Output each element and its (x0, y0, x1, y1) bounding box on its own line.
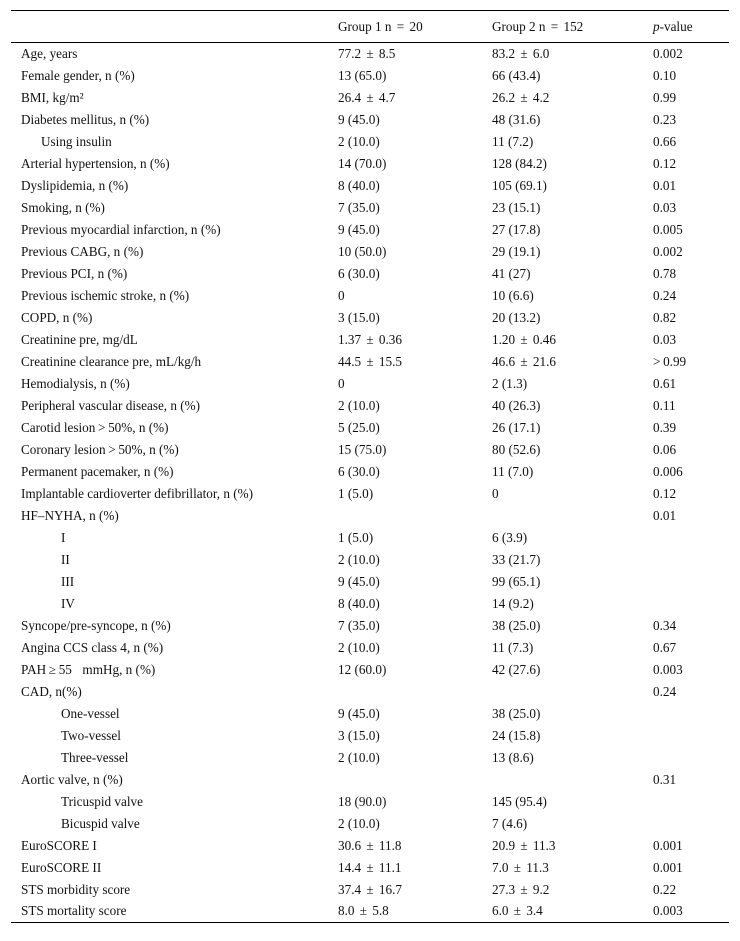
group-2-value: 7 (4.6) (492, 815, 528, 831)
group-2-value: 66 (43.4) (492, 67, 541, 83)
row-label: Female gender, n (%) (21, 67, 135, 83)
row-label: EuroSCORE II (21, 859, 102, 875)
group-1-value: 1 (5.0) (338, 485, 374, 501)
p-value: 0.002 (653, 243, 683, 259)
table-row (11, 307, 729, 329)
group-2-value: 80 (52.6) (492, 441, 541, 457)
p-value: 0.001 (653, 837, 683, 853)
group-2-value: 105 (69.1) (492, 177, 547, 193)
p-value: 0.12 (653, 155, 677, 171)
table-row (11, 87, 729, 109)
table-row (11, 285, 729, 307)
p-value: 0.22 (653, 881, 677, 897)
group-2-value: 11 (7.2) (492, 133, 534, 149)
table-row (11, 593, 729, 615)
table-header (11, 11, 729, 43)
table-row (11, 549, 729, 571)
p-value: 0.82 (653, 309, 677, 325)
group-2-value: 20 (13.2) (492, 309, 541, 325)
group-2-value: 38 (25.0) (492, 617, 541, 633)
table-row (11, 153, 729, 175)
p-value: 0.03 (653, 331, 677, 347)
group-2-value: 24 (15.8) (492, 727, 541, 743)
table-row (11, 241, 729, 263)
group-1-value: 37.4 ± 16.7 (338, 881, 402, 897)
table-row (11, 901, 729, 923)
group-1-value: 26.4 ± 4.7 (338, 89, 396, 105)
group-2-value: 26.2 ± 4.2 (492, 89, 550, 105)
group-2-value: 26 (17.1) (492, 419, 541, 435)
p-value: 0.01 (653, 177, 677, 193)
row-label: STS mortality score (21, 903, 127, 919)
table-row (11, 791, 729, 813)
row-label: Creatinine pre, mg/dL (21, 331, 138, 347)
table-row (11, 571, 729, 593)
group-1-value: 18 (90.0) (338, 793, 387, 809)
row-label: Three-vessel (61, 749, 129, 765)
group-1-value: 1.37 ± 0.36 (338, 331, 402, 347)
row-label: Dyslipidemia, n (%) (21, 177, 129, 193)
group-2-value: 6.0 ± 3.4 (492, 903, 543, 919)
baseline-characteristics-table (11, 10, 729, 923)
table-row (11, 681, 729, 703)
header-row (11, 11, 729, 43)
row-label: III (61, 573, 75, 589)
group-1-value: 14 (70.0) (338, 155, 387, 171)
p-value: > 0.99 (653, 353, 687, 369)
group-1-value: 0 (338, 375, 345, 391)
row-label: Carotid lesion > 50%, n (%) (21, 419, 169, 435)
group-1-value: 6 (30.0) (338, 463, 380, 479)
group-2-value: 46.6 ± 21.6 (492, 353, 556, 369)
group-1-value (338, 681, 492, 703)
header-p-value (653, 11, 729, 43)
group-1-value: 1 (5.0) (338, 529, 374, 545)
group-2-value: 13 (8.6) (492, 749, 534, 765)
table-row (11, 131, 729, 153)
group-1-value: 3 (15.0) (338, 727, 380, 743)
p-value: 0.001 (653, 859, 683, 875)
group-2-value: 2 (1.3) (492, 375, 528, 391)
table-row (11, 329, 729, 351)
group-2-value: 83.2 ± 6.0 (492, 45, 550, 61)
row-label: Bicuspid valve (61, 815, 140, 831)
group-2-value: 1.20 ± 0.46 (492, 331, 556, 347)
group-1-value: 2 (10.0) (338, 551, 380, 567)
table-row (11, 351, 729, 373)
table-row (11, 263, 729, 285)
p-value (653, 813, 729, 835)
group-2-value: 11 (7.0) (492, 463, 534, 479)
row-label: Syncope/pre-syncope, n (%) (21, 617, 171, 633)
p-value: 0.39 (653, 419, 677, 435)
row-label: IV (61, 595, 75, 611)
row-label: BMI, kg/m² (21, 89, 84, 105)
group-1-value: 8 (40.0) (338, 595, 380, 611)
table-row (11, 813, 729, 835)
row-label: Angina CCS class 4, n (%) (21, 639, 164, 655)
table-row (11, 769, 729, 791)
group-1-value: 8 (40.0) (338, 177, 380, 193)
group-2-value: 27.3 ± 9.2 (492, 881, 550, 897)
row-label: One-vessel (61, 705, 120, 721)
p-value: 0.003 (653, 903, 683, 919)
p-value: 0.67 (653, 639, 677, 655)
p-value: 0.005 (653, 221, 683, 237)
group-2-value: 29 (19.1) (492, 243, 541, 259)
group-1-value (338, 769, 492, 791)
group-1-value (338, 505, 492, 527)
row-label: Hemodialysis, n (%) (21, 375, 130, 391)
row-label: Two-vessel (61, 727, 121, 743)
table-row (11, 483, 729, 505)
row-label: Peripheral vascular disease, n (%) (21, 397, 201, 413)
group-2-value: 99 (65.1) (492, 573, 541, 589)
p-value (653, 725, 729, 747)
p-value: 0.99 (653, 89, 677, 105)
p-value (653, 747, 729, 769)
p-value: 0.24 (653, 287, 677, 303)
row-label: Implantable cardioverter defibrillator, n (%) (21, 485, 253, 501)
group-2-value: 23 (15.1) (492, 199, 541, 215)
table-row (11, 197, 729, 219)
group-2-value: 41 (27) (492, 265, 531, 281)
row-label: Previous myocardial infarction, n (%) (21, 221, 221, 237)
group-1-value: 12 (60.0) (338, 661, 387, 677)
row-label: HF–NYHA, n (%) (21, 507, 119, 523)
p-value (653, 703, 729, 725)
p-value: 0.10 (653, 67, 677, 83)
p-value: 0.01 (653, 507, 677, 523)
row-label: PAH ≥ 55 mmHg, n (%) (21, 661, 156, 677)
group-1-value: 9 (45.0) (338, 705, 380, 721)
row-label: Previous PCI, n (%) (21, 265, 128, 281)
table-row (11, 109, 729, 131)
group-2-value: 7.0 ± 11.3 (492, 859, 549, 875)
header-group-1: Group 1 n = 20 (338, 18, 423, 34)
group-2-value: 33 (21.7) (492, 551, 541, 567)
group-1-value: 8.0 ± 5.8 (338, 903, 389, 919)
group-1-value: 2 (10.0) (338, 639, 380, 655)
table-row (11, 219, 729, 241)
table-row (11, 835, 729, 857)
group-1-value: 14.4 ± 11.1 (338, 859, 402, 875)
p-value: 0.24 (653, 683, 677, 699)
p-value: 0.006 (653, 463, 683, 479)
group-2-value: 14 (9.2) (492, 595, 534, 611)
row-label: I (61, 529, 66, 545)
group-1-value: 15 (75.0) (338, 441, 387, 457)
group-2-value: 6 (3.9) (492, 529, 528, 545)
table-row (11, 879, 729, 901)
p-value: 0.003 (653, 661, 683, 677)
header-p-italic: p (653, 18, 660, 34)
group-1-value: 6 (30.0) (338, 265, 380, 281)
row-label: Age, years (21, 45, 78, 61)
table-row (11, 637, 729, 659)
row-label: COPD, n (%) (21, 309, 93, 325)
row-label: Creatinine clearance pre, mL/kg/h (21, 353, 202, 369)
group-2-value: 40 (26.3) (492, 397, 541, 413)
group-2-value: 145 (95.4) (492, 793, 547, 809)
table-row (11, 373, 729, 395)
group-2-value: 10 (6.6) (492, 287, 534, 303)
group-1-value: 3 (15.0) (338, 309, 380, 325)
group-1-value: 2 (10.0) (338, 133, 380, 149)
group-1-value: 9 (45.0) (338, 111, 380, 127)
table-row (11, 857, 729, 879)
group-1-value: 2 (10.0) (338, 397, 380, 413)
group-2-value: 42 (27.6) (492, 661, 541, 677)
p-value: 0.61 (653, 375, 677, 391)
group-2-value: 128 (84.2) (492, 155, 547, 171)
p-value: 0.12 (653, 485, 677, 501)
row-label: Coronary lesion > 50%, n (%) (21, 441, 179, 457)
p-value: 0.31 (653, 771, 677, 787)
table-row (11, 615, 729, 637)
table-row (11, 417, 729, 439)
table-row (11, 395, 729, 417)
row-label: Tricuspid valve (61, 793, 143, 809)
group-1-value: 9 (45.0) (338, 573, 380, 589)
p-value: 0.002 (653, 45, 683, 61)
p-value (653, 571, 729, 593)
group-1-value: 9 (45.0) (338, 221, 380, 237)
header-p-rest: -value (659, 18, 693, 34)
table-row (11, 659, 729, 681)
row-label: Arterial hypertension, n (%) (21, 155, 170, 171)
group-1-value: 10 (50.0) (338, 243, 387, 259)
table-row (11, 175, 729, 197)
group-2-value: 20.9 ± 11.3 (492, 837, 556, 853)
group-1-value: 44.5 ± 15.5 (338, 353, 402, 369)
table-row (11, 65, 729, 87)
baseline-characteristics-table-container (11, 10, 729, 923)
p-value: 0.66 (653, 133, 677, 149)
group-1-value: 2 (10.0) (338, 749, 380, 765)
row-label: EuroSCORE I (21, 837, 97, 853)
p-value (653, 593, 729, 615)
table-row (11, 461, 729, 483)
table-row (11, 725, 729, 747)
row-label: Smoking, n (%) (21, 199, 105, 215)
row-label: Previous CABG, n (%) (21, 243, 144, 259)
row-label: STS morbidity score (21, 881, 131, 897)
group-1-value: 2 (10.0) (338, 815, 380, 831)
group-1-value: 7 (35.0) (338, 617, 380, 633)
group-2-value: 0 (492, 485, 499, 501)
group-2-value (492, 681, 653, 703)
group-1-value: 5 (25.0) (338, 419, 380, 435)
row-label: CAD, n(%) (21, 683, 82, 699)
group-2-value: 38 (25.0) (492, 705, 541, 721)
table-row (11, 439, 729, 461)
table-row (11, 703, 729, 725)
group-1-value: 30.6 ± 11.8 (338, 837, 402, 853)
p-value: 0.11 (653, 397, 676, 413)
group-1-value: 0 (338, 287, 345, 303)
row-label: Previous ischemic stroke, n (%) (21, 287, 190, 303)
row-label: Diabetes mellitus, n (%) (21, 111, 150, 127)
group-2-value (492, 505, 653, 527)
p-value: 0.78 (653, 265, 677, 281)
row-label: Using insulin (41, 133, 112, 149)
group-1-value: 13 (65.0) (338, 67, 387, 83)
row-label: II (61, 551, 70, 567)
header-group-2: Group 2 n = 152 (492, 18, 584, 34)
group-2-value (492, 769, 653, 791)
p-value (653, 791, 729, 813)
group-1-value: 7 (35.0) (338, 199, 380, 215)
group-2-value: 27 (17.8) (492, 221, 541, 237)
header-variable (11, 11, 338, 43)
row-label: Aortic valve, n (%) (21, 771, 123, 787)
p-value: 0.23 (653, 111, 677, 127)
table-row (11, 505, 729, 527)
p-value: 0.34 (653, 617, 677, 633)
p-value (653, 549, 729, 571)
group-1-value: 77.2 ± 8.5 (338, 45, 396, 61)
row-label: Permanent pacemaker, n (%) (21, 463, 174, 479)
table-row (11, 43, 729, 65)
group-2-value: 48 (31.6) (492, 111, 541, 127)
p-value: 0.06 (653, 441, 677, 457)
table-row (11, 527, 729, 549)
group-2-value: 11 (7.3) (492, 639, 534, 655)
p-value: 0.03 (653, 199, 677, 215)
table-row (11, 747, 729, 769)
table-body (11, 43, 729, 923)
p-value (653, 527, 729, 549)
